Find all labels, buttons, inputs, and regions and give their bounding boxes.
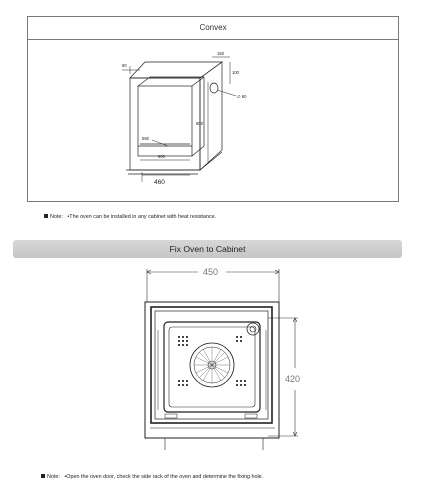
banner-title: Fix Oven to Cabinet — [169, 244, 246, 254]
cabinet-side — [200, 62, 222, 170]
note-1-text: •The oven can be installed in any cabinet with heat resistance. — [67, 214, 217, 220]
dim-560: 560 — [142, 136, 149, 141]
square-bullet-icon — [41, 474, 45, 478]
note-2-label: Note: — [47, 474, 60, 480]
dim-60: ∅ 60 — [237, 94, 247, 99]
cabinet-top — [130, 62, 222, 78]
dim-420: 420 — [285, 374, 301, 384]
square-bullet-icon — [44, 214, 48, 218]
note-1 — [44, 214, 216, 220]
dim-460: 460 — [154, 179, 165, 186]
dim-150: 150 — [217, 51, 224, 56]
section-banner — [13, 240, 402, 258]
dim-450: 450 — [203, 267, 219, 277]
note-2 — [41, 474, 263, 480]
dim-600: 600 — [158, 154, 165, 159]
box-title: Convex — [28, 17, 398, 40]
dim-800: 800 — [196, 121, 203, 126]
side-hole — [210, 83, 218, 93]
note-1-label: Note: — [50, 214, 63, 220]
note-2-text: •Open the oven door, check the side rack of the oven and determine the fixing hole. — [64, 474, 264, 480]
dim-90: 90 — [122, 63, 127, 68]
dim-100: 100 — [232, 70, 239, 75]
